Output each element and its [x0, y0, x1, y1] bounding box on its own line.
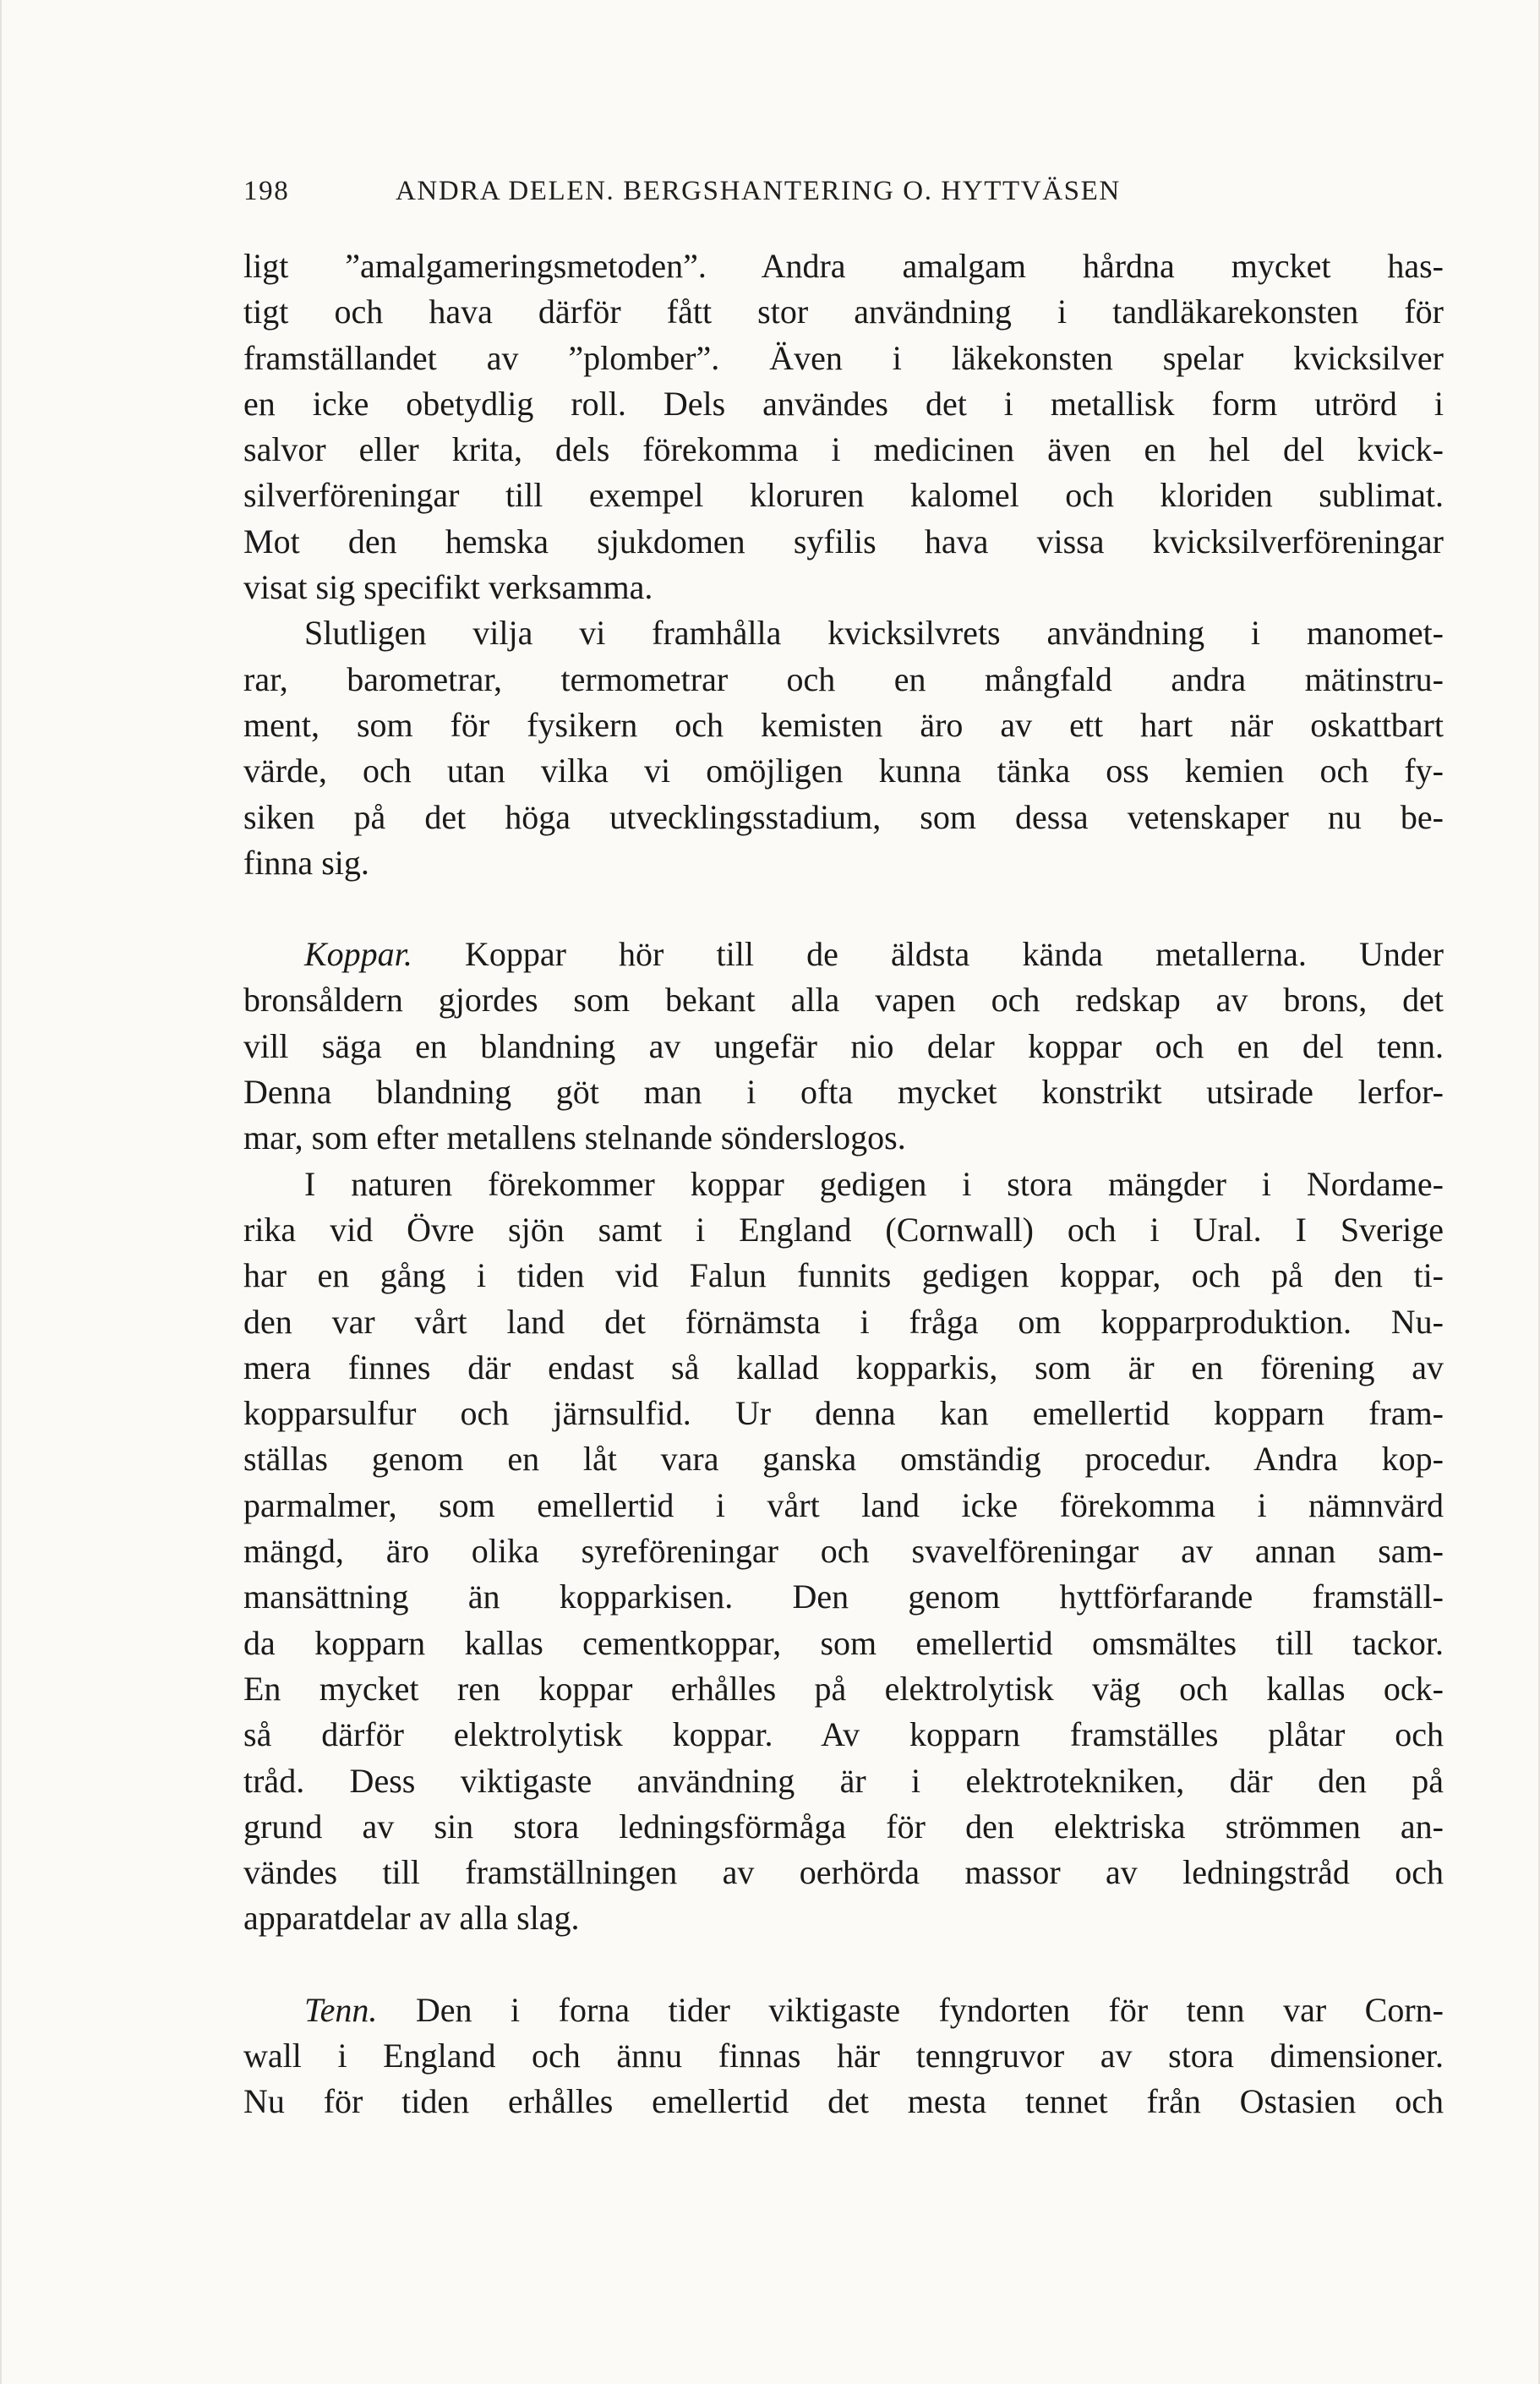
section-heading-tenn: Tenn. — [304, 1990, 378, 2029]
text-line: silverföreningar till exempel kloruren kalomel och kloriden sublimat. — [243, 476, 1444, 515]
text-line: den var vårt land det förnämsta i fråga om kopparproduktion. Nu- — [243, 1302, 1444, 1341]
text-line: mera finnes där endast så kallad kopparkis, som är en förening av — [243, 1348, 1444, 1386]
text-line: I naturen förekommer koppar gedigen i stora mängder i Nordame- — [304, 1164, 1444, 1203]
text-line: Nu för tiden erhålles emellertid det mesta tennet från Ostasien och — [243, 2082, 1444, 2121]
text-line: da kopparn kallas cementkoppar, som emellertid omsmältes till tackor. — [243, 1623, 1444, 1662]
text-line: kopparsulfur och järnsulfid. Ur denna kan emellertid kopparn fram- — [243, 1394, 1444, 1433]
text-line: värde, och utan vilka vi omöjligen kunna tänka oss kemien och fy- — [243, 752, 1444, 790]
text-line: En mycket ren koppar erhålles på elektrolytisk väg och kallas ock- — [243, 1669, 1444, 1708]
text-line: framställandet av ”plomber”. Även i läkekonsten spelar kvicksilver — [243, 338, 1444, 377]
text-span: Den i forna tider viktigaste fyndorten för tenn var Corn- — [377, 1990, 1444, 2029]
text-line: finna sig. — [243, 843, 369, 882]
text-line: ställas genom en låt vara ganska omständig procedur. Andra kop- — [243, 1440, 1444, 1479]
text-line: tigt och hava därför fått stor användning i tandläkarekonsten för — [243, 293, 1444, 331]
section-first-line — [243, 932, 1444, 977]
running-head: ANDRA DELEN. BERGSHANTERING O. HYTTVÄSEN — [396, 176, 1121, 206]
section-gap — [243, 1942, 1444, 1988]
text-line: wall i England och ännu finnas här tenngruvor av stora dimensioner. — [243, 2036, 1444, 2075]
text-line: siken på det höga utvecklingsstadium, som dessa vetenskaper nu be- — [243, 797, 1444, 836]
text-line: rar, barometrar, termometrar och en mångfald andra mätinstru- — [243, 659, 1444, 698]
section-heading-koppar: Koppar. — [304, 935, 412, 974]
text-line: Slutligen vilja vi framhålla kvicksilvrets användning i manomet- — [304, 614, 1444, 653]
text-line: mängd, äro olika syreföreningar och svavelföreningar av annan sam- — [243, 1532, 1444, 1571]
text-line: så därför elektrolytisk koppar. Av kopparn framställes plåtar och — [243, 1715, 1444, 1754]
text-line: ment, som för fysikern och kemisten äro av ett hart när oskattbart — [243, 705, 1444, 744]
section-first-line — [243, 1988, 1444, 2033]
text-line: grund av sin stora ledningsförmåga för den elektriska strömmen an- — [243, 1807, 1444, 1845]
text-line: mar, som efter metallens stelnande sönderslogos. — [243, 1118, 906, 1157]
text-line: apparatdelar av alla slag. — [243, 1899, 580, 1938]
text-line: visat sig specifikt verksamma. — [243, 568, 653, 607]
body-text — [243, 243, 1444, 2125]
text-span: Koppar hör till de äldsta kända metallerna. Under — [412, 935, 1444, 974]
text-line: Mot den hemska sjukdomen syfilis hava vissa kvicksilverföreningar — [243, 522, 1444, 560]
page-header — [243, 176, 1292, 227]
text-line: har en gång i tiden vid Falun funnits gedigen koppar, och på den ti- — [243, 1256, 1444, 1295]
text-line: mansättning än kopparkisen. Den genom hyttförfarande framställ- — [243, 1577, 1444, 1616]
text-line: ligt ”amalgameringsmetoden”. Andra amalgam hårdna mycket has- — [243, 247, 1444, 285]
text-line: salvor eller krita, dels förekomma i medicinen även en hel del kvick- — [243, 430, 1444, 469]
text-line: vändes till framställningen av oerhörda massor av ledningstråd och — [243, 1853, 1444, 1892]
page-number: 198 — [243, 176, 290, 206]
text-line: Denna blandning göt man i ofta mycket konstrikt utsirade lerfor- — [243, 1073, 1444, 1112]
text-line: tråd. Dess viktigaste användning är i elektrotekniken, där den på — [243, 1761, 1444, 1800]
text-line: rika vid Övre sjön samt i England (Cornwall) och i Ural. I Sverige — [243, 1210, 1444, 1249]
section-gap — [243, 886, 1444, 932]
text-line: parmalmer, som emellertid i vårt land icke förekomma i nämnvärd — [243, 1485, 1444, 1524]
text-line: en icke obetydlig roll. Dels användes det i metallisk form utrörd i — [243, 384, 1444, 423]
text-line: vill säga en blandning av ungefär nio delar koppar och en del tenn. — [243, 1026, 1444, 1065]
text-line: bronsåldern gjordes som bekant alla vapen och redskap av brons, det — [243, 981, 1444, 1020]
